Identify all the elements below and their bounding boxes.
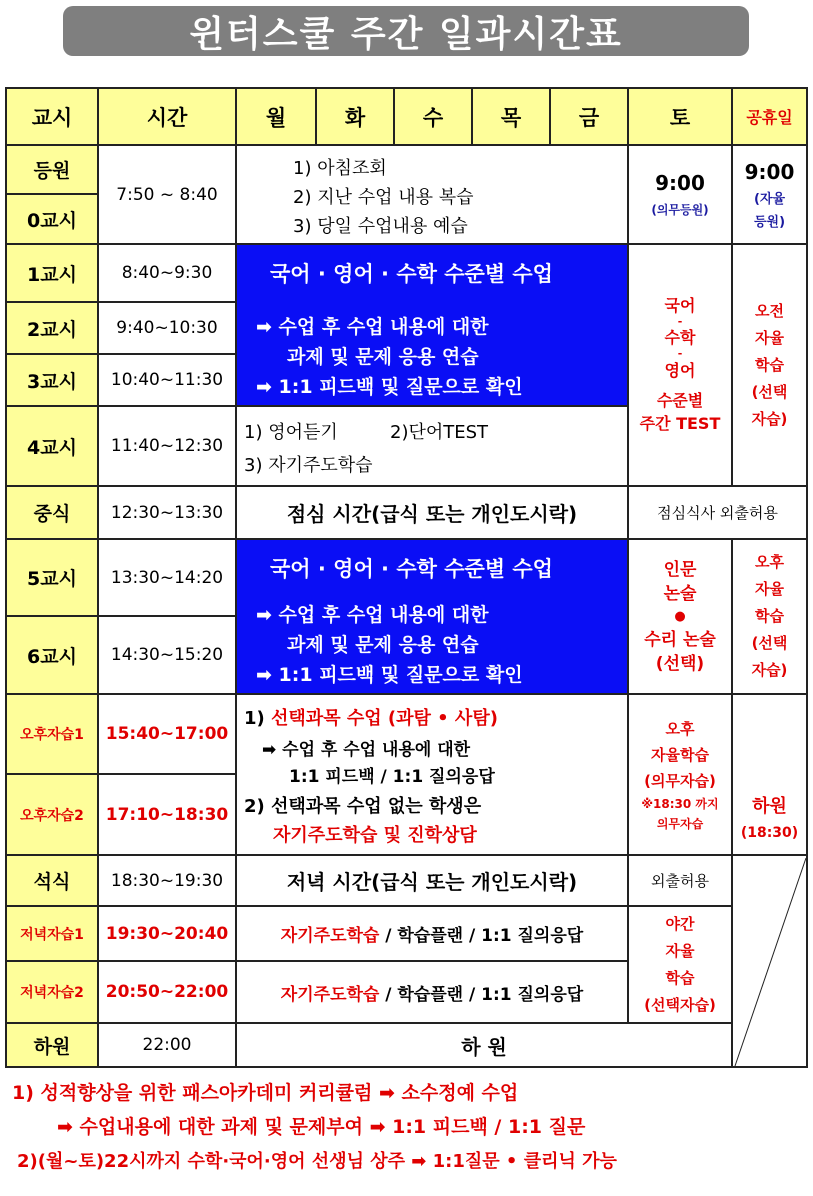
ev-study-2-rest: / 학습플랜 / 1:1 질의응답 (379, 984, 584, 1005)
time-pm-study-2: 17:10~18:30 (98, 774, 236, 855)
time-ev-study-1: 19:30~20:40 (98, 906, 236, 961)
period-0: 0교시 (6, 194, 98, 244)
note-3: 2)(월~토)22시까지 수학·국어·영어 선생님 상주 ➡ 1:1질문 • 클리닉 가능 (17, 1151, 617, 1172)
time-dismiss: 22:00 (98, 1023, 236, 1067)
holiday-dismiss-label: 하원 (752, 796, 787, 817)
lunch-content: 점심 시간(급식 또는 개인도시락) (236, 486, 628, 539)
sat-am-line-5: 영어 (664, 361, 696, 380)
period-2: 2교시 (6, 302, 98, 354)
pm-block-line2: 과제 및 문제 응용 연습 (287, 634, 479, 656)
sat-arrival (628, 145, 732, 244)
time-3: 10:40~11:30 (98, 354, 236, 406)
sat-am-line-3: 수학 (664, 328, 696, 347)
dismiss-content: 하 원 (236, 1023, 732, 1067)
ev-study-2-red: 자기주도학습 (280, 984, 380, 1005)
pm-study-line-1 (244, 704, 498, 730)
dinner-content: 저녁 시간(급식 또는 개인도시락) (236, 855, 628, 906)
am-block-line1: ➡ 수업 후 수업 내용에 대한 (256, 316, 489, 338)
sat-am (628, 244, 732, 486)
holiday-pm-line-1: 오후 (755, 553, 784, 571)
p0-item-3: 3) 당일 수업내용 예습 (293, 216, 468, 237)
holiday-dismiss (732, 694, 807, 855)
time-4: 11:40~12:30 (98, 406, 236, 486)
pm-block-line3: ➡ 1:1 피드백 및 질문으로 확인 (256, 664, 523, 686)
sat-pm-study-line-4: ※18:30 까지 (641, 796, 719, 811)
period-arrival: 등원 (6, 145, 98, 194)
ev-study-1-red: 자기주도학습 (280, 926, 380, 946)
holiday-am (732, 244, 807, 486)
sat-pm-study-line-5: 의무자습 (656, 816, 704, 831)
period-6: 6교시 (6, 616, 98, 694)
time-1: 8:40~9:30 (98, 244, 236, 302)
holiday-pm-line-2: 자율 (755, 580, 784, 598)
time-6: 14:30~15:20 (98, 616, 236, 694)
time-5: 13:30~14:20 (98, 539, 236, 616)
holiday-arrival (732, 145, 807, 244)
p0-item-2: 2) 지난 수업 내용 복습 (293, 187, 474, 208)
pm-study-line-1-prefix: 1) (244, 708, 272, 729)
pm-study-line-1-text: 선택과목 수업 (과탐 • 사탐) (271, 708, 498, 729)
period-4: 4교시 (6, 406, 98, 486)
sat-am-line-2: - (677, 315, 683, 328)
holiday-am-line-4: (선택 (751, 382, 788, 401)
header-sat: 토 (628, 88, 732, 145)
header-period: 교시 (6, 88, 98, 145)
period-lunch: 중식 (6, 486, 98, 539)
pm-study-line-5: 자기주도학습 및 진학상담 (273, 825, 477, 846)
sat-pm (628, 539, 732, 694)
sat-arrival-time: 9:00 (655, 171, 705, 195)
header-holiday: 공휴일 (732, 88, 807, 145)
holiday-pm-line-5: 자습) (751, 661, 788, 679)
am-block-line3: ➡ 1:1 피드백 및 질문으로 확인 (256, 376, 523, 398)
p4-item-1: 1) 영어듣기 (244, 422, 338, 443)
p4-item-2: 2)단어TEST (390, 422, 489, 443)
period-dismiss: 하원 (6, 1023, 98, 1067)
header-time: 시간 (98, 88, 236, 145)
pm-block-line1: ➡ 수업 후 수업 내용에 대한 (256, 604, 489, 626)
page-title: 윈터스쿨 주간 일과시간표 (63, 6, 749, 56)
sat-evening-line-4: (선택자습) (644, 995, 716, 1014)
sat-arrival-note: (의무등원) (651, 203, 709, 217)
holiday-am-line-3: 학습 (755, 355, 784, 374)
holiday-am-line-2: 자율 (755, 328, 784, 347)
note-1: 1) 성적향상을 위한 패스아카데미 커리큘럼 ➡ 소수정예 수업 (12, 1082, 519, 1104)
am-block-title: 국어 · 영어 · 수학 수준별 수업 (270, 262, 553, 286)
sat-pm-study (628, 694, 732, 855)
sat-pm-study-line-3: (의무자습) (644, 771, 716, 790)
period-1: 1교시 (6, 244, 98, 302)
time-dinner: 18:30~19:30 (98, 855, 236, 906)
sat-evening-line-2: 자율 (665, 941, 695, 960)
am-block-line2: 과제 및 문제 응용 연습 (287, 346, 479, 368)
note-2: ➡ 수업내용에 대한 과제 및 문제부여 ➡ 1:1 피드백 / 1:1 질문 (57, 1116, 586, 1138)
holiday-evening-na (732, 855, 807, 1067)
sat-pm-line-1: 인문 (663, 559, 697, 580)
sat-pm-line-5: (선택) (655, 653, 705, 674)
sat-pm-line-4: 수리 논술 (644, 629, 716, 650)
ev-study-1-content (236, 906, 628, 961)
p4-item-3: 3) 자기주도학습 (244, 455, 373, 476)
holiday-pm-line-4: (선택 (751, 634, 788, 652)
pm-study-line-3: 1:1 피드백 / 1:1 질의응답 (289, 767, 495, 787)
period-5: 5교시 (6, 539, 98, 616)
sat-am-line-6: 수준별 (656, 391, 704, 410)
period-ev-study-1: 저녁자습1 (6, 906, 98, 961)
ev-study-2-content (236, 961, 628, 1023)
dinner-sat: 외출허용 (628, 855, 732, 906)
period-dinner: 석식 (6, 855, 98, 906)
time-lunch: 12:30~13:30 (98, 486, 236, 539)
pm-block-title: 국어 · 영어 · 수학 수준별 수업 (270, 557, 553, 581)
holiday-am-line-1: 오전 (755, 301, 784, 320)
ev-study-1-rest: / 학습플랜 / 1:1 질의응답 (379, 926, 584, 946)
time-ev-study-2: 20:50~22:00 (98, 961, 236, 1023)
pm-study-line-4: 2) 선택과목 수업 없는 학생은 (244, 796, 482, 817)
holiday-arrival-note-1: (자율 (753, 191, 786, 207)
sat-am-line-7: 주간 TEST (639, 414, 721, 433)
sat-pm-study-line-2: 자율학습 (651, 745, 709, 764)
p0-item-1: 1) 아침조회 (293, 158, 387, 179)
sat-pm-study-line-1: 오후 (665, 719, 695, 738)
period-pm-study-2: 오후자습2 (6, 774, 98, 855)
sat-am-line-1: 국어 (664, 296, 696, 315)
sat-am-line-4: - (677, 347, 683, 360)
holiday-am-line-5: 자습) (751, 409, 788, 428)
sat-pm-line-2: 논술 (663, 583, 697, 604)
period-pm-study-1: 오후자습1 (6, 694, 98, 774)
period-3: 3교시 (6, 354, 98, 406)
holiday-dismiss-time: (18:30) (740, 825, 799, 841)
header-wed: 수 (394, 88, 472, 145)
pm-study-line-2: ➡ 수업 후 수업 내용에 대한 (262, 740, 471, 760)
time-pm-study-1: 15:40~17:00 (98, 694, 236, 774)
header-thu: 목 (472, 88, 550, 145)
holiday-pm-line-3: 학습 (755, 607, 784, 625)
holiday-arrival-note-2: 등원) (753, 214, 786, 230)
header-mon: 월 (236, 88, 316, 145)
lunch-weekend: 점심식사 외출허용 (628, 486, 807, 539)
time-0: 7:50 ~ 8:40 (98, 145, 236, 244)
header-tue: 화 (316, 88, 394, 145)
sat-evening (628, 906, 732, 1023)
diagonal-line (733, 856, 808, 1068)
sat-evening-line-3: 학습 (665, 968, 695, 987)
header-fri: 금 (550, 88, 628, 145)
sat-pm-line-3: ● (674, 608, 686, 624)
sat-evening-line-1: 야간 (665, 914, 695, 933)
holiday-arrival-time: 9:00 (744, 159, 795, 184)
period-ev-study-2: 저녁자습2 (6, 961, 98, 1023)
holiday-pm (732, 539, 807, 694)
time-2: 9:40~10:30 (98, 302, 236, 354)
